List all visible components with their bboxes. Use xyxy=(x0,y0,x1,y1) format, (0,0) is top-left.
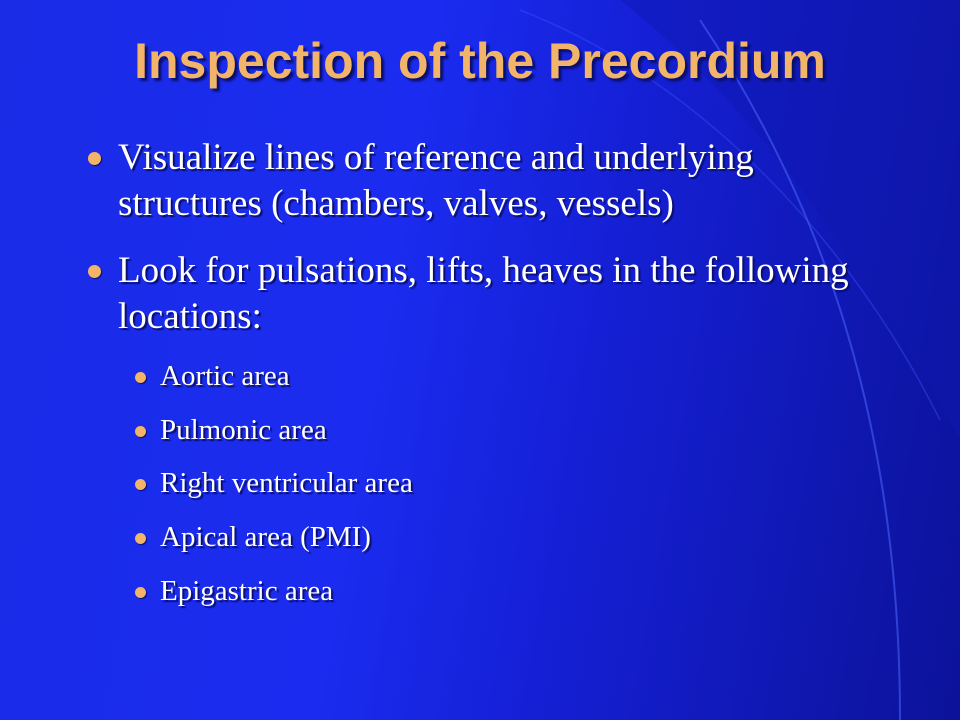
bullet-marker-icon xyxy=(88,265,101,278)
sub-bullet-marker-icon xyxy=(135,372,146,383)
sub-bullet-marker-icon xyxy=(135,533,146,544)
sub-bullet-item xyxy=(160,520,760,554)
sub-bullet-item xyxy=(160,413,760,447)
sub-bullet-text: Epigastric area xyxy=(160,575,334,607)
bullet-text: Look for pulsations, lifts, heaves in the following locations: xyxy=(118,250,849,337)
slide-title: Inspection of the Precordium xyxy=(134,33,826,89)
sub-bullet-text: Apical area (PMI) xyxy=(160,521,371,553)
sub-bullet-text: Right ventricular area xyxy=(160,467,413,499)
sub-bullet-marker-icon xyxy=(135,426,146,437)
bullet-text: Visualize lines of reference and underlying structures (chambers, valves, vessels) xyxy=(118,137,754,224)
sub-bullet-text: Aortic area xyxy=(160,360,290,392)
bullet-marker-icon xyxy=(88,152,101,165)
sub-bullet-text: Pulmonic area xyxy=(160,414,327,446)
sub-bullet-item xyxy=(160,574,760,608)
bullet-item xyxy=(118,135,898,227)
sub-bullet-marker-icon xyxy=(135,479,146,490)
sub-bullet-item xyxy=(160,359,760,393)
bullet-item xyxy=(118,248,898,340)
sub-bullet-marker-icon xyxy=(135,587,146,598)
sub-bullet-item xyxy=(160,466,760,500)
